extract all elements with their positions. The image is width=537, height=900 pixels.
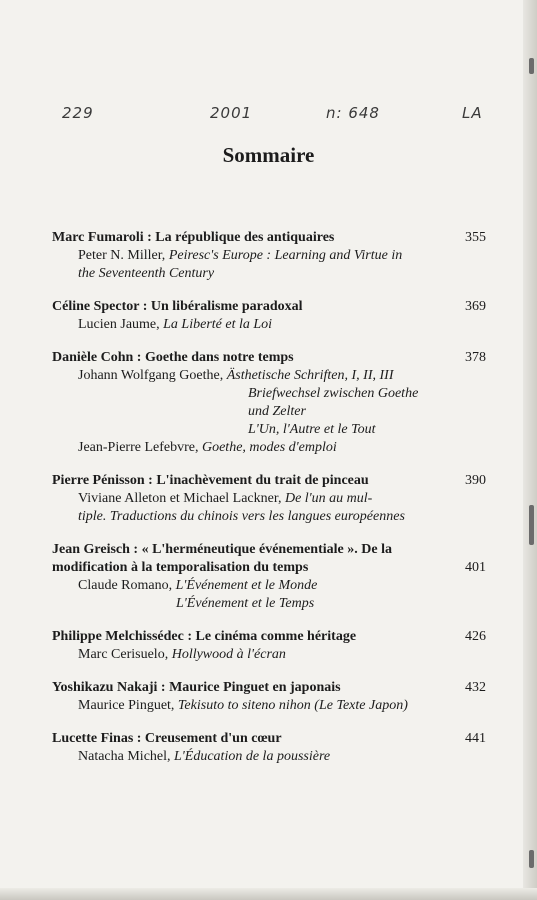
toc-entry: [52, 298, 486, 334]
entry-heading: Danièle Cohn : Goethe dans notre temps: [52, 350, 294, 365]
entry-heading: Philippe Melchissédec : Le cinéma comme héritage: [52, 629, 357, 644]
toc-entry: [52, 628, 486, 664]
page-number: 378: [465, 350, 486, 365]
page-number: 369: [465, 299, 486, 314]
page-number: 432: [465, 680, 486, 695]
handwritten-note: 2001: [210, 104, 253, 122]
page-number: 401: [465, 560, 486, 575]
reviewed-work: Maurice Pinguet, Tekisuto to siteno nihon (Le Texte Japon): [78, 698, 408, 713]
entry-heading: modification à la temporalisation du temps: [52, 560, 309, 575]
reviewed-work: L'Un, l'Autre et le Tout: [248, 422, 376, 437]
toc-entry: [52, 472, 486, 526]
reviewed-work: Natacha Michel, L'Éducation de la poussière: [78, 749, 331, 764]
page-number: 390: [465, 473, 486, 488]
page-edge: [523, 0, 537, 900]
reviewed-work: Viviane Alleton et Michael Lackner, De l'un au mul- tiple. Traductions du chinois vers les langues européennes: [78, 491, 405, 524]
entry-heading: Lucette Finas : Creusement d'un cœur: [52, 731, 282, 746]
entry-heading: Céline Spector : Un libéralisme paradoxal: [52, 299, 303, 314]
reviewed-work: Briefwechsel zwischen Goethe: [248, 386, 419, 401]
page-number: 355: [465, 230, 486, 245]
reviewed-work: Marc Cerisuelo, Hollywood à l'écran: [78, 647, 286, 662]
reviewed-work: Jean-Pierre Lefebvre, Goethe, modes d'emploi: [78, 440, 337, 455]
reviewed-work: und Zelter: [248, 404, 306, 419]
handwritten-note: LA: [462, 104, 483, 122]
toc-entry: [52, 679, 486, 715]
reviewed-work: Lucien Jaume, La Liberté et la Loi: [78, 317, 273, 332]
page-title: Sommaire: [222, 143, 315, 167]
page-number: 426: [465, 629, 486, 644]
reviewed-work: Claude Romano, L'Événement et le Monde: [78, 578, 318, 593]
entry-heading: Jean Greisch : « L'herméneutique événementiale ». De la: [52, 542, 392, 557]
toc-entry: [52, 349, 486, 457]
binding-mark: [529, 850, 534, 868]
page-number: 441: [465, 731, 486, 746]
toc-entry: [52, 229, 486, 283]
reviewed-work: Johann Wolfgang Goethe, Ästhetische Schriften, I, II, III: [78, 368, 394, 383]
binding-mark: [529, 58, 534, 74]
entry-heading: Yoshikazu Nakaji : Maurice Pinguet en japonais: [52, 680, 341, 695]
entry-heading: Pierre Pénisson : L'inachèvement du trait de pinceau: [52, 473, 369, 488]
entry-heading: Marc Fumaroli : La république des antiquaires: [52, 230, 335, 245]
toc-entry: [52, 730, 486, 766]
handwritten-note: n: 648: [326, 104, 380, 122]
reviewed-work: L'Événement et le Temps: [176, 596, 315, 611]
reviewed-work: Peter N. Miller, Peiresc's Europe : Learning and Virtue in the Seventeenth Century: [78, 248, 403, 281]
toc-entry: [52, 541, 486, 613]
handwritten-note: 229: [62, 104, 94, 122]
binding-mark: [529, 505, 534, 545]
table-of-contents: [52, 229, 486, 781]
page-bottom-edge: [0, 888, 537, 900]
